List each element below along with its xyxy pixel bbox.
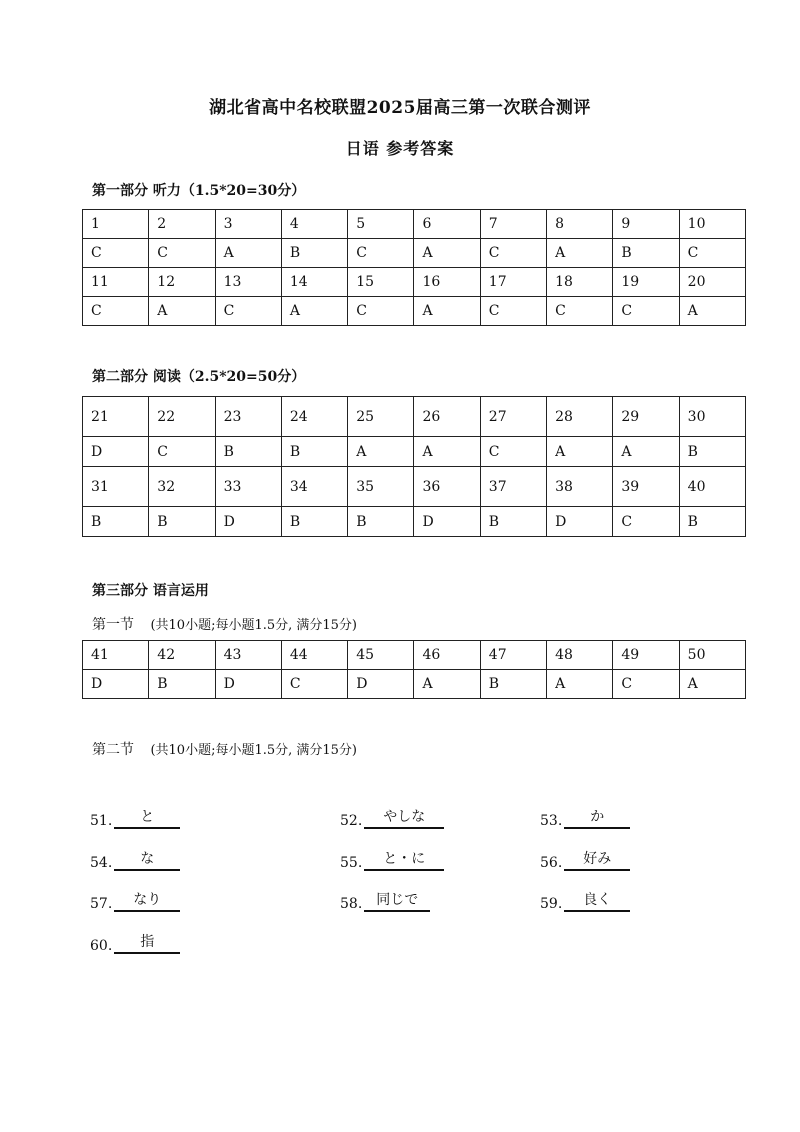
- fill-in-item: [340, 848, 444, 871]
- item-answer: と: [114, 806, 180, 829]
- question-number-cell: 49: [613, 641, 679, 670]
- question-number-cell: 35: [348, 467, 414, 507]
- item-answer: 好み: [564, 848, 630, 871]
- question-number-cell: 13: [215, 268, 281, 297]
- item-answer: と・に: [364, 848, 444, 871]
- question-number-cell: 38: [547, 467, 613, 507]
- question-number-cell: 25: [348, 397, 414, 437]
- question-number-cell: 4: [281, 210, 347, 239]
- reading-answer-table: [82, 396, 746, 537]
- answer-cell: D: [215, 507, 281, 537]
- table-row: [83, 467, 746, 507]
- question-number-cell: 31: [83, 467, 149, 507]
- answer-cell: D: [215, 670, 281, 699]
- answer-cell: C: [83, 297, 149, 326]
- question-number-cell: 14: [281, 268, 347, 297]
- answer-cell: A: [215, 239, 281, 268]
- question-number-cell: 29: [613, 397, 679, 437]
- answer-cell: A: [547, 239, 613, 268]
- item-answer: やしな: [364, 806, 444, 829]
- answer-cell: B: [83, 507, 149, 537]
- answer-cell: C: [480, 437, 546, 467]
- question-number-cell: 8: [547, 210, 613, 239]
- question-number-cell: 15: [348, 268, 414, 297]
- item-number: 60.: [90, 938, 113, 954]
- question-number-cell: 47: [480, 641, 546, 670]
- section2-label: 第二节: [92, 742, 134, 758]
- answer-cell: C: [613, 297, 679, 326]
- answer-cell: C: [83, 239, 149, 268]
- section1-label: 第一节: [92, 617, 134, 633]
- question-number-cell: 26: [414, 397, 480, 437]
- question-number-cell: 3: [215, 210, 281, 239]
- answer-cell: D: [547, 507, 613, 537]
- answer-cell: A: [414, 437, 480, 467]
- listening-answer-table: [82, 209, 746, 326]
- answer-cell: B: [348, 507, 414, 537]
- question-number-cell: 19: [613, 268, 679, 297]
- question-number-cell: 48: [547, 641, 613, 670]
- question-number-cell: 10: [679, 210, 745, 239]
- question-number-cell: 20: [679, 268, 745, 297]
- item-number: 53.: [540, 813, 563, 829]
- answer-cell: A: [414, 670, 480, 699]
- table-row: [83, 507, 746, 537]
- question-number-cell: 24: [281, 397, 347, 437]
- fill-in-item: [90, 889, 180, 912]
- answer-cell: D: [83, 437, 149, 467]
- part3-heading: 第三部分 语言运用: [92, 583, 209, 599]
- fill-in-item: [90, 806, 180, 829]
- part3-section1-heading: [92, 614, 357, 634]
- table-row: [83, 210, 746, 239]
- page-title: 湖北省高中名校联盟2025届高三第一次联合测评: [209, 98, 591, 118]
- answer-cell: A: [149, 297, 215, 326]
- table-row: [83, 437, 746, 467]
- question-number-cell: 43: [215, 641, 281, 670]
- section1-note: (共10小题;每小题1.5分, 满分15分): [150, 618, 357, 633]
- table-row: [83, 297, 746, 326]
- fill-in-item: [540, 806, 630, 829]
- answer-cell: B: [480, 670, 546, 699]
- answer-cell: B: [679, 507, 745, 537]
- question-number-cell: 22: [149, 397, 215, 437]
- question-number-cell: 11: [83, 268, 149, 297]
- answer-cell: C: [215, 297, 281, 326]
- item-number: 55.: [340, 855, 363, 871]
- question-number-cell: 37: [480, 467, 546, 507]
- answer-cell: A: [547, 437, 613, 467]
- answer-cell: A: [679, 670, 745, 699]
- answer-cell: D: [348, 670, 414, 699]
- question-number-cell: 12: [149, 268, 215, 297]
- fill-in-item: [340, 889, 430, 912]
- answer-cell: C: [679, 239, 745, 268]
- table-row: [83, 239, 746, 268]
- question-number-cell: 16: [414, 268, 480, 297]
- page-subtitle: 日语 参考答案: [345, 139, 455, 158]
- answer-cell: D: [414, 507, 480, 537]
- answer-cell: C: [480, 239, 546, 268]
- fill-in-item: [340, 806, 444, 829]
- answer-cell: A: [679, 297, 745, 326]
- item-number: 57.: [90, 896, 113, 912]
- question-number-cell: 2: [149, 210, 215, 239]
- part2-heading: 第二部分 阅读（2.5*20=50分）: [92, 369, 306, 385]
- fill-in-item: [90, 931, 180, 954]
- question-number-cell: 45: [348, 641, 414, 670]
- question-number-cell: 17: [480, 268, 546, 297]
- answer-cell: A: [348, 437, 414, 467]
- question-number-cell: 30: [679, 397, 745, 437]
- answer-cell: A: [281, 297, 347, 326]
- item-number: 56.: [540, 855, 563, 871]
- answer-cell: C: [149, 239, 215, 268]
- question-number-cell: 9: [613, 210, 679, 239]
- answer-cell: C: [281, 670, 347, 699]
- item-answer: な: [114, 848, 180, 871]
- answer-cell: B: [480, 507, 546, 537]
- answer-cell: A: [414, 239, 480, 268]
- question-number-cell: 39: [613, 467, 679, 507]
- question-number-cell: 44: [281, 641, 347, 670]
- question-number-cell: 21: [83, 397, 149, 437]
- part3-section2-heading: [92, 739, 357, 759]
- fill-in-item: [90, 848, 180, 871]
- question-number-cell: 50: [679, 641, 745, 670]
- question-number-cell: 32: [149, 467, 215, 507]
- section2-note: (共10小题;每小题1.5分, 满分15分): [150, 743, 357, 758]
- item-number: 52.: [340, 813, 363, 829]
- answer-cell: B: [613, 239, 679, 268]
- item-number: 51.: [90, 813, 113, 829]
- item-answer: 指: [114, 931, 180, 954]
- item-answer: 良く: [564, 889, 630, 912]
- answer-cell: D: [83, 670, 149, 699]
- fill-in-item: [540, 889, 630, 912]
- table-row: [83, 641, 746, 670]
- answer-cell: A: [414, 297, 480, 326]
- answer-cell: B: [281, 437, 347, 467]
- answer-cell: B: [215, 437, 281, 467]
- part1-heading: 第一部分 听力（1.5*20=30分）: [92, 183, 306, 199]
- answer-cell: B: [281, 239, 347, 268]
- question-number-cell: 5: [348, 210, 414, 239]
- answer-cell: B: [149, 670, 215, 699]
- question-number-cell: 6: [414, 210, 480, 239]
- answer-cell: B: [679, 437, 745, 467]
- answer-cell: C: [149, 437, 215, 467]
- answer-cell: C: [613, 507, 679, 537]
- question-number-cell: 7: [480, 210, 546, 239]
- question-number-cell: 33: [215, 467, 281, 507]
- question-number-cell: 23: [215, 397, 281, 437]
- fill-in-item: [540, 848, 630, 871]
- answer-cell: A: [613, 437, 679, 467]
- question-number-cell: 40: [679, 467, 745, 507]
- answer-cell: C: [547, 297, 613, 326]
- item-number: 58.: [340, 896, 363, 912]
- item-number: 59.: [540, 896, 563, 912]
- question-number-cell: 28: [547, 397, 613, 437]
- answer-cell: C: [613, 670, 679, 699]
- question-number-cell: 1: [83, 210, 149, 239]
- question-number-cell: 18: [547, 268, 613, 297]
- item-number: 54.: [90, 855, 113, 871]
- answer-cell: B: [149, 507, 215, 537]
- item-answer: なり: [114, 889, 180, 912]
- answer-cell: C: [348, 297, 414, 326]
- table-row: [83, 397, 746, 437]
- question-number-cell: 34: [281, 467, 347, 507]
- item-answer: 同じで: [364, 889, 430, 912]
- answer-cell: C: [348, 239, 414, 268]
- answer-cell: B: [281, 507, 347, 537]
- question-number-cell: 27: [480, 397, 546, 437]
- question-number-cell: 42: [149, 641, 215, 670]
- item-answer: か: [564, 806, 630, 829]
- table-row: [83, 268, 746, 297]
- question-number-cell: 41: [83, 641, 149, 670]
- answer-cell: A: [547, 670, 613, 699]
- answer-cell: C: [480, 297, 546, 326]
- language-use-answer-table: [82, 640, 746, 699]
- question-number-cell: 46: [414, 641, 480, 670]
- table-row: [83, 670, 746, 699]
- question-number-cell: 36: [414, 467, 480, 507]
